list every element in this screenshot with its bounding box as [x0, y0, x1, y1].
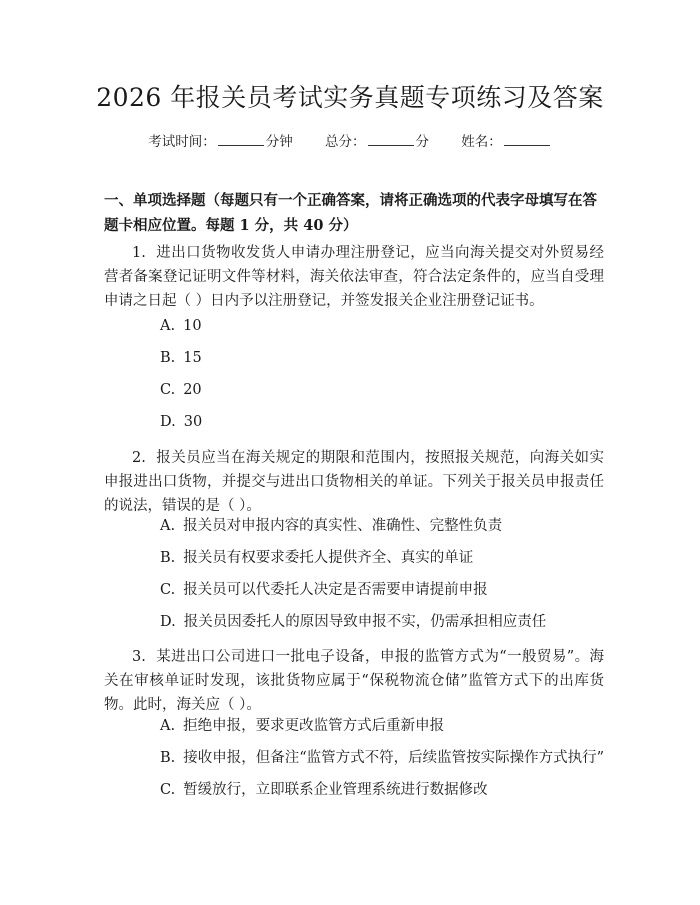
option-1a [160, 316, 202, 336]
option-letter: A. [160, 518, 176, 534]
option-text: 报关员有权要求委托人提供齐全、真实的单证 [183, 550, 474, 566]
option-1d [160, 412, 202, 432]
option-letter: C. [160, 782, 176, 798]
question-3 [104, 645, 604, 717]
option-2b [160, 548, 473, 568]
option-text: 报关员对申报内容的真实性、准确性、完整性负责 [183, 518, 503, 534]
exam-meta [0, 130, 700, 150]
option-text: 接收申报，但备注“监管方式不符，后续监管按实际操作方式执行” [183, 750, 605, 766]
option-text: 30 [183, 414, 203, 430]
option-letter: C. [160, 382, 176, 398]
option-2c [160, 580, 488, 600]
question-number: 2. [132, 450, 146, 466]
option-2d [160, 612, 546, 632]
section-heading: 一、单项选择题（每题只有一个正确答案，请将正确选项的代表字母填写在答题卡相应位置。每题 1 分，共 40 分） [104, 192, 597, 234]
exam-time [148, 134, 293, 150]
option-letter: A. [160, 718, 176, 734]
score-blank [368, 133, 414, 146]
option-text: 15 [183, 350, 202, 366]
option-letter: B. [160, 550, 176, 566]
option-letter: A. [160, 318, 176, 334]
option-3c [160, 780, 488, 800]
option-text: 10 [183, 318, 202, 334]
total-score [325, 134, 429, 150]
option-letter: B. [160, 750, 176, 766]
question-number: 3. [132, 649, 146, 665]
student-name [461, 134, 552, 150]
option-letter: B. [160, 350, 176, 366]
time-blank [218, 133, 264, 146]
question-2 [104, 446, 604, 518]
name-blank [504, 133, 550, 146]
time-label: 考试时间： [148, 134, 216, 150]
option-text: 暂缓放行，立即联系企业管理系统进行数据修改 [183, 782, 488, 798]
question-text: 某进出口公司进口一批电子设备，申报的监管方式为“一般贸易”。海关在审核单证时发现，该批货物应属于“保税物流仓储”监管方式下的出库货物。此时，海关应（ ）。 [104, 649, 604, 713]
score-label: 总分： [325, 134, 366, 150]
option-2a [160, 516, 502, 536]
name-label: 姓名： [461, 134, 502, 150]
option-1c [160, 380, 202, 400]
option-3b [160, 748, 604, 768]
option-letter: D. [160, 614, 176, 630]
question-1 [104, 241, 604, 313]
page-title: 2026 年报关员考试实务真题专项练习及答案 [96, 83, 604, 112]
option-1b [160, 348, 202, 368]
option-text: 20 [183, 382, 202, 398]
question-number: 1. [132, 245, 146, 261]
time-unit: 分钟 [265, 134, 293, 150]
option-text: 拒绝申报，要求更改监管方式后重新申报 [183, 718, 445, 734]
option-3a [160, 716, 444, 736]
option-text: 报关员可以代委托人决定是否需要申请提前申报 [183, 582, 488, 598]
option-text: 报关员因委托人的原因导致申报不实，仍需承担相应责任 [183, 614, 547, 630]
score-unit: 分 [415, 134, 429, 150]
option-letter: D. [160, 414, 176, 430]
option-letter: C. [160, 582, 176, 598]
question-text: 进出口货物收发货人申请办理注册登记，应当向海关提交对外贸易经营者备案登记证明文件等材料，海关依法审查，符合法定条件的，应当自受理申请之日起（ ）日内予以注册登记，并签发报关企业注册登记证书。 [104, 245, 604, 309]
question-text: 报关员应当在海关规定的期限和范围内，按照报关规范，向海关如实申报进出口货物，并提交与进出口货物相关的单证。下列关于报关员申报责任的说法，错误的是（ ）。 [104, 450, 604, 514]
